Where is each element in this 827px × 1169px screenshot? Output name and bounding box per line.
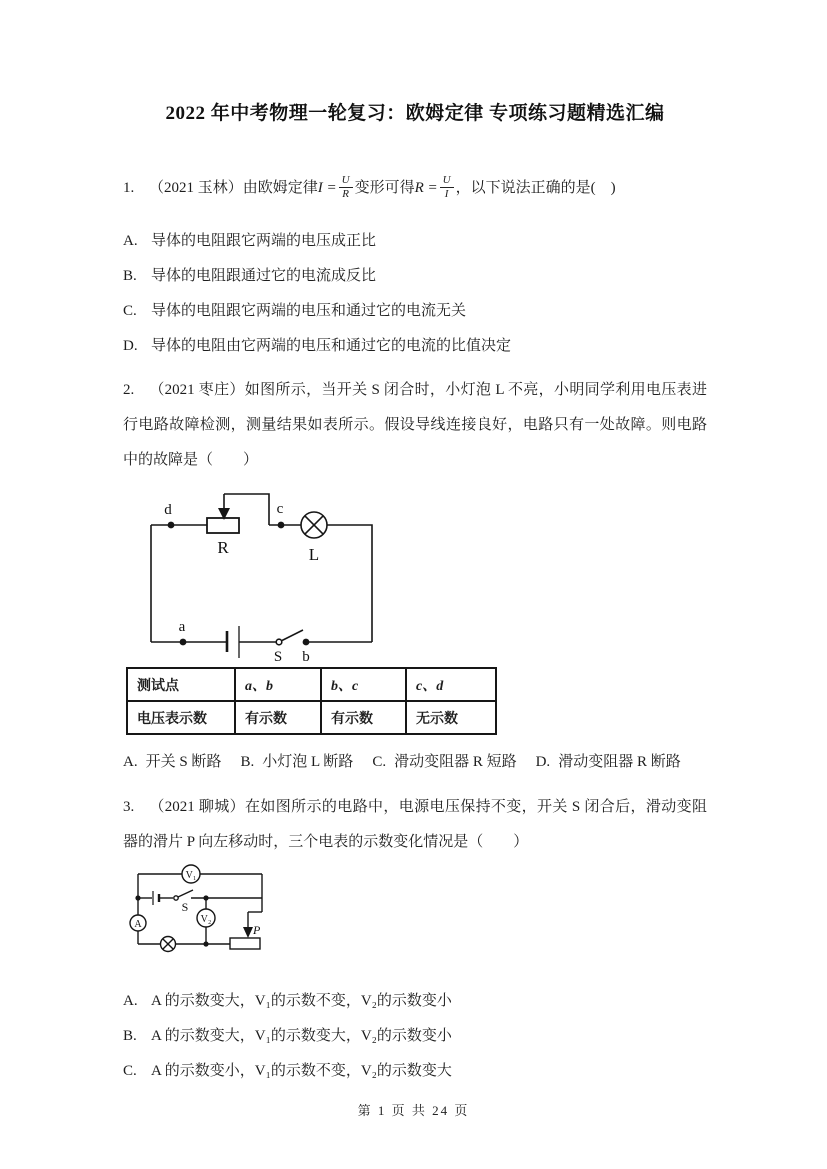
table-cell: 测试点: [127, 668, 235, 701]
rheostat-symbol: [207, 518, 239, 533]
slider-arrow: [243, 927, 253, 938]
switch-blade: [178, 890, 193, 897]
table-cell: 无示数: [406, 701, 496, 734]
junction-dot: [135, 895, 140, 900]
option-text: A 的示数变大，V₁的示数变大，V₂的示数变小: [151, 1028, 452, 1044]
table-cell: a、b: [235, 668, 321, 701]
option-label: B.: [123, 1028, 137, 1044]
question-1-options: [123, 224, 707, 364]
question-1-text-post: ，以下说法正确的是( ): [455, 180, 616, 196]
page-footer: 第 1 页 共 24 页: [357, 1103, 470, 1118]
option-label: C.: [123, 303, 137, 319]
option-b: [123, 259, 707, 294]
question-1-text-mid: 变形可得: [354, 180, 415, 196]
question-3-text: （2021 聊城）在如图所示的电路中，电源电压保持不变，开关 S 闭合后，滑动变阻器的滑片 P 向左移动时，三个电表的示数变化情况是（ ）: [123, 799, 707, 850]
option-text: 开关 S 断路: [145, 754, 222, 770]
node-a-dot: [180, 639, 187, 646]
option-b: [240, 745, 353, 780]
lamp-label: L: [308, 545, 320, 564]
option-c: [123, 294, 707, 329]
option-d: [536, 745, 681, 780]
option-a: [123, 224, 707, 259]
node-d-label: d: [164, 502, 172, 518]
junction-dot: [203, 941, 208, 946]
option-text: 小灯泡 L 断路: [262, 754, 354, 770]
option-label: C.: [123, 1063, 137, 1079]
option-label: A.: [123, 754, 138, 770]
option-label: A.: [123, 233, 138, 249]
table-row: [127, 701, 496, 734]
node-d-dot: [168, 522, 175, 529]
question-1-text-pre: （2021 玉林）由欧姆定律: [149, 180, 318, 196]
question-3-number: 3.: [123, 799, 135, 815]
fraction-denominator: R: [342, 188, 349, 201]
switch-label: S: [181, 900, 189, 914]
switch-label: S: [273, 649, 283, 664]
formula-2-fraction: [440, 175, 454, 201]
rheostat-label: R: [217, 538, 229, 557]
option-c: [123, 1054, 707, 1089]
table-cell: 有示数: [235, 701, 321, 734]
question-1-stem: [123, 171, 707, 206]
node-c-dot: [278, 522, 285, 529]
option-text: 导体的电阻由它两端的电压和通过它的电流的比值决定: [151, 338, 512, 354]
option-text: 导体的电阻跟它两端的电压成正比: [151, 233, 377, 249]
option-text: 滑动变阻器 R 断路: [558, 754, 681, 770]
node-b-dot: [303, 639, 310, 646]
circuit-diagram-q2: [137, 480, 377, 664]
option-text: A 的示数变小，V₁的示数不变，V₂的示数变大: [151, 1063, 452, 1079]
fraction-numerator: U: [440, 175, 454, 189]
option-text: 导体的电阻跟它两端的电压和通过它的电流无关: [151, 303, 467, 319]
switch-pivot: [276, 639, 282, 645]
formula-1-fraction: [339, 175, 353, 201]
measurement-table: [126, 667, 497, 735]
circuit-diagram-q3: [125, 860, 277, 972]
slider-label: P: [253, 923, 261, 937]
option-c: [372, 745, 516, 780]
option-label: D.: [535, 754, 551, 770]
option-text: 导体的电阻跟通过它的电流成反比: [151, 268, 377, 284]
question-3-options: [123, 984, 707, 1089]
option-b: [123, 1019, 707, 1054]
page-title: 2022 年中考物理一轮复习：欧姆定律 专项练习题精选汇编: [165, 103, 665, 124]
option-label: C.: [372, 754, 387, 770]
option-a: [123, 984, 707, 1019]
formula-2-lhs: R =: [414, 180, 438, 196]
question-2-options: [123, 745, 707, 780]
table-row: [127, 668, 496, 701]
question-2-text: （2021 枣庄）如图所示，当开关 S 闭合时，小灯泡 L 不亮，小明同学利用电压表进行电路故障检测，测量结果如表所示。假设导线连接良好，电路只有一处故障。则电路中的故障是（ ）: [123, 382, 707, 468]
junction-dot: [203, 895, 208, 900]
voltmeter-v1-label: V₁: [185, 870, 197, 881]
question-3-stem: [123, 790, 707, 860]
rheostat-symbol: [230, 938, 260, 949]
question-2-number: 2.: [123, 382, 135, 398]
table-cell: b、c: [321, 668, 406, 701]
table-cell: 电压表示数: [127, 701, 235, 734]
option-text: A 的示数变大，V₁的示数不变，V₂的示数变小: [151, 993, 452, 1009]
ammeter-label: A: [134, 919, 142, 930]
node-b-label: b: [302, 649, 310, 664]
fraction-denominator: I: [444, 188, 449, 201]
voltmeter-v2-label: V₂: [200, 914, 212, 925]
table-cell: 有示数: [321, 701, 406, 734]
switch-pivot: [174, 896, 178, 900]
switch-blade: [282, 630, 303, 641]
node-a-label: a: [178, 619, 186, 635]
option-label: D.: [123, 338, 138, 354]
option-a: [123, 745, 221, 780]
table-cell: c、d: [406, 668, 496, 701]
node-c-label: c: [276, 501, 284, 517]
formula-1-lhs: I =: [317, 180, 337, 196]
question-2-stem: [123, 373, 707, 478]
option-label: A.: [123, 993, 138, 1009]
fraction-numerator: U: [339, 175, 353, 189]
option-text: 滑动变阻器 R 短路: [394, 754, 517, 770]
option-label: B.: [123, 268, 137, 284]
question-1-number: 1.: [123, 180, 135, 196]
option-label: B.: [240, 754, 255, 770]
option-d: [123, 329, 707, 364]
